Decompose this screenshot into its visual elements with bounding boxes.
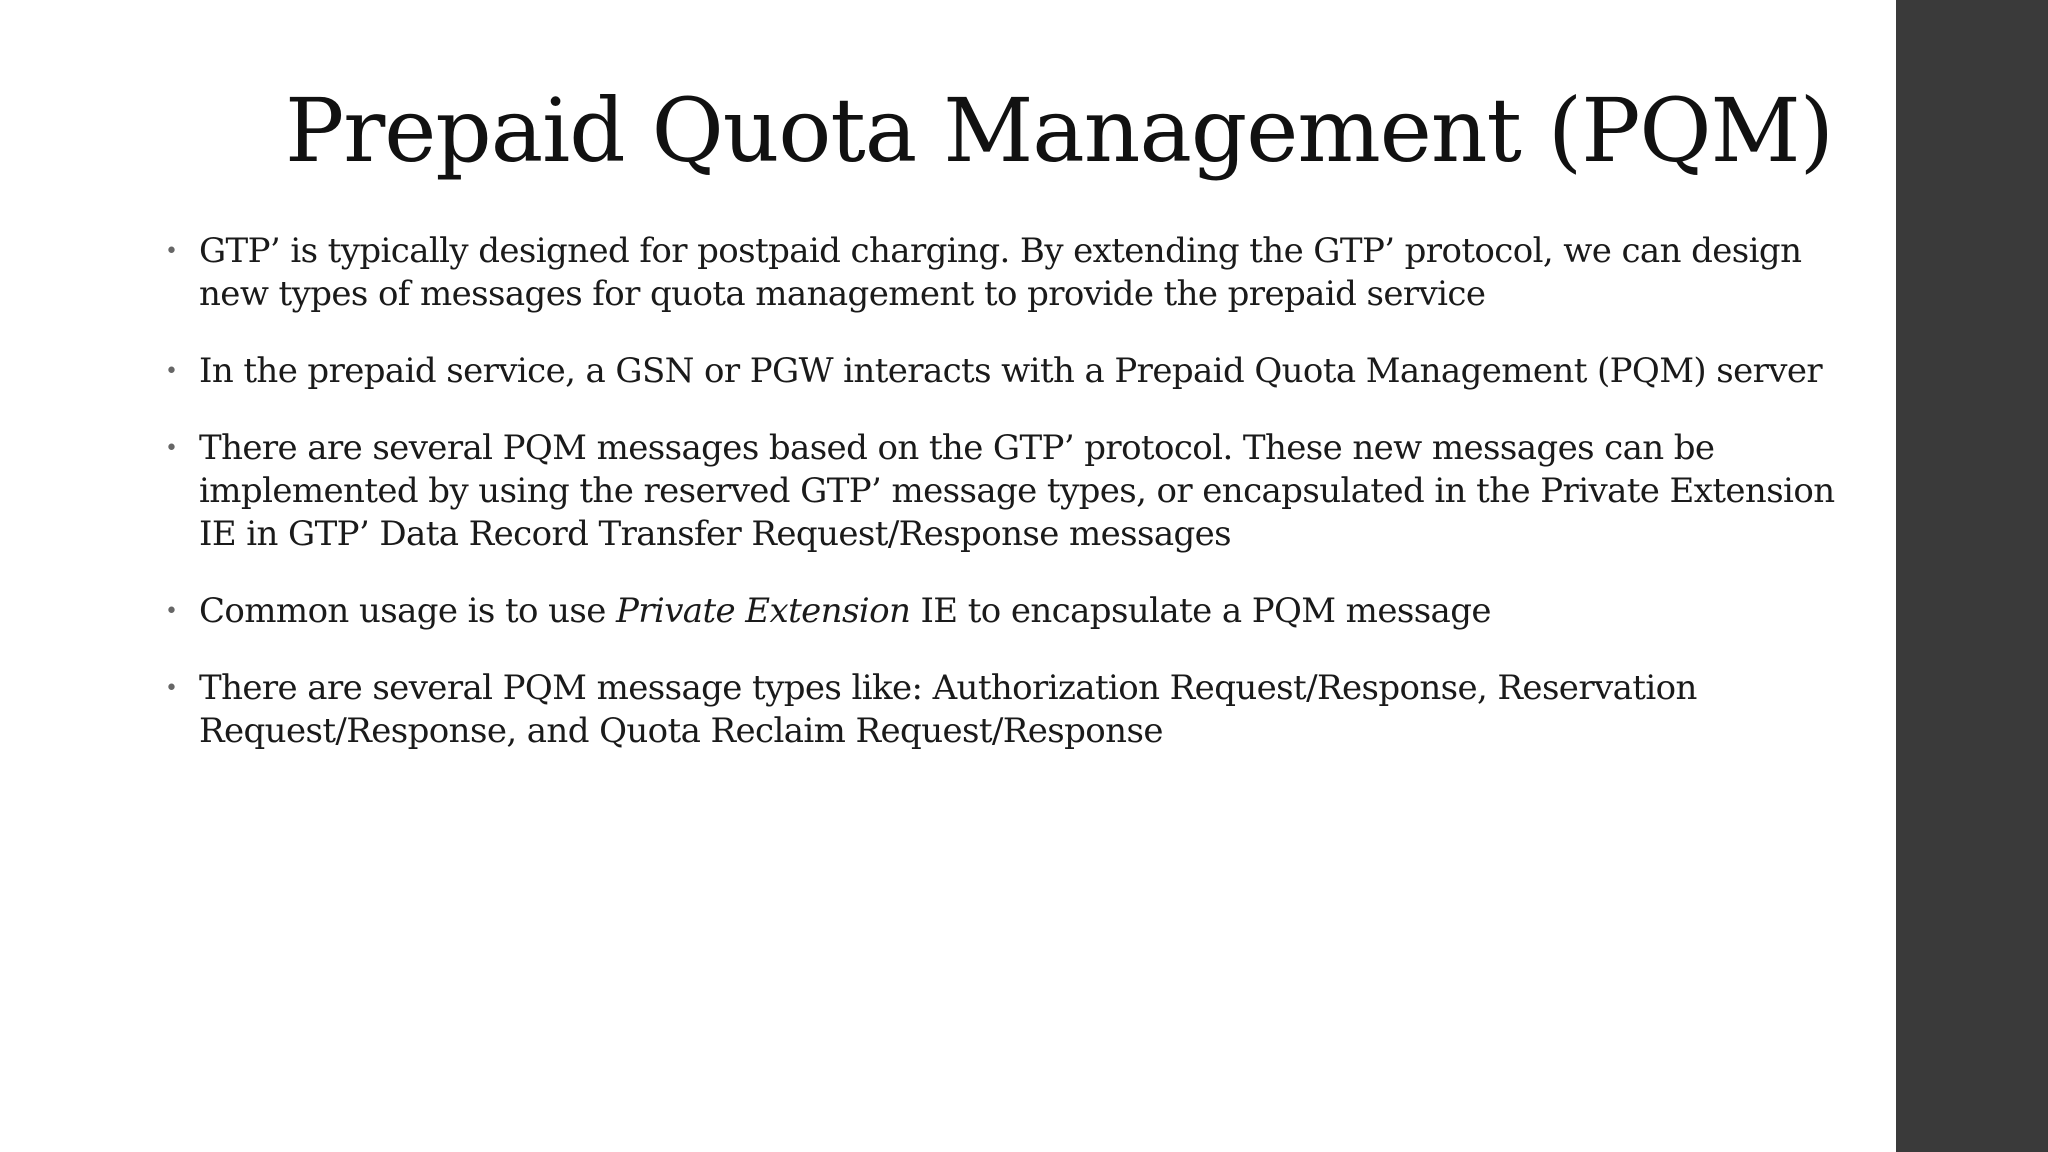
bullet-icon: • [165, 239, 178, 264]
bullet-text: In the prepaid service, a GSN or PGW interacts with a Prepaid Quota Management (PQM) server [199, 351, 1823, 391]
slide-title: Prepaid Quota Management (PQM) [285, 79, 1833, 182]
bullet-text [199, 591, 1491, 631]
bullet-text: There are several PQM message types like: Authorization Request/Response, Reservation Request/Response, and Quota Reclaim Request/Response [199, 668, 1697, 751]
bullet-item [165, 350, 1845, 393]
bullet-list [165, 230, 1845, 787]
bullet-item [165, 667, 1845, 753]
bullet-text-end: IE to encapsulate a PQM message [910, 591, 1491, 631]
emphasis-private-extension: Private Extension [616, 591, 911, 631]
bullet-text-start: Common usage is to use [199, 591, 616, 631]
side-accent-bar [1896, 0, 2048, 1152]
bullet-item [165, 590, 1845, 633]
bullet-icon: • [165, 676, 178, 701]
bullet-item [165, 230, 1845, 316]
bullet-icon: • [165, 436, 178, 461]
bullet-text: There are several PQM messages based on the GTP’ protocol. These new messages can be implemented by using the reserved GTP’ message types, or encapsulated in the Private Extension IE in GTP’ Data Record Transfer Request/Response messages [199, 428, 1835, 554]
bullet-item [165, 427, 1845, 556]
bullet-text: GTP’ is typically designed for postpaid charging. By extending the GTP’ protocol, we can design new types of messages for quota management to provide the prepaid service [199, 231, 1802, 314]
bullet-icon: • [165, 599, 178, 624]
bullet-icon: • [165, 359, 178, 384]
